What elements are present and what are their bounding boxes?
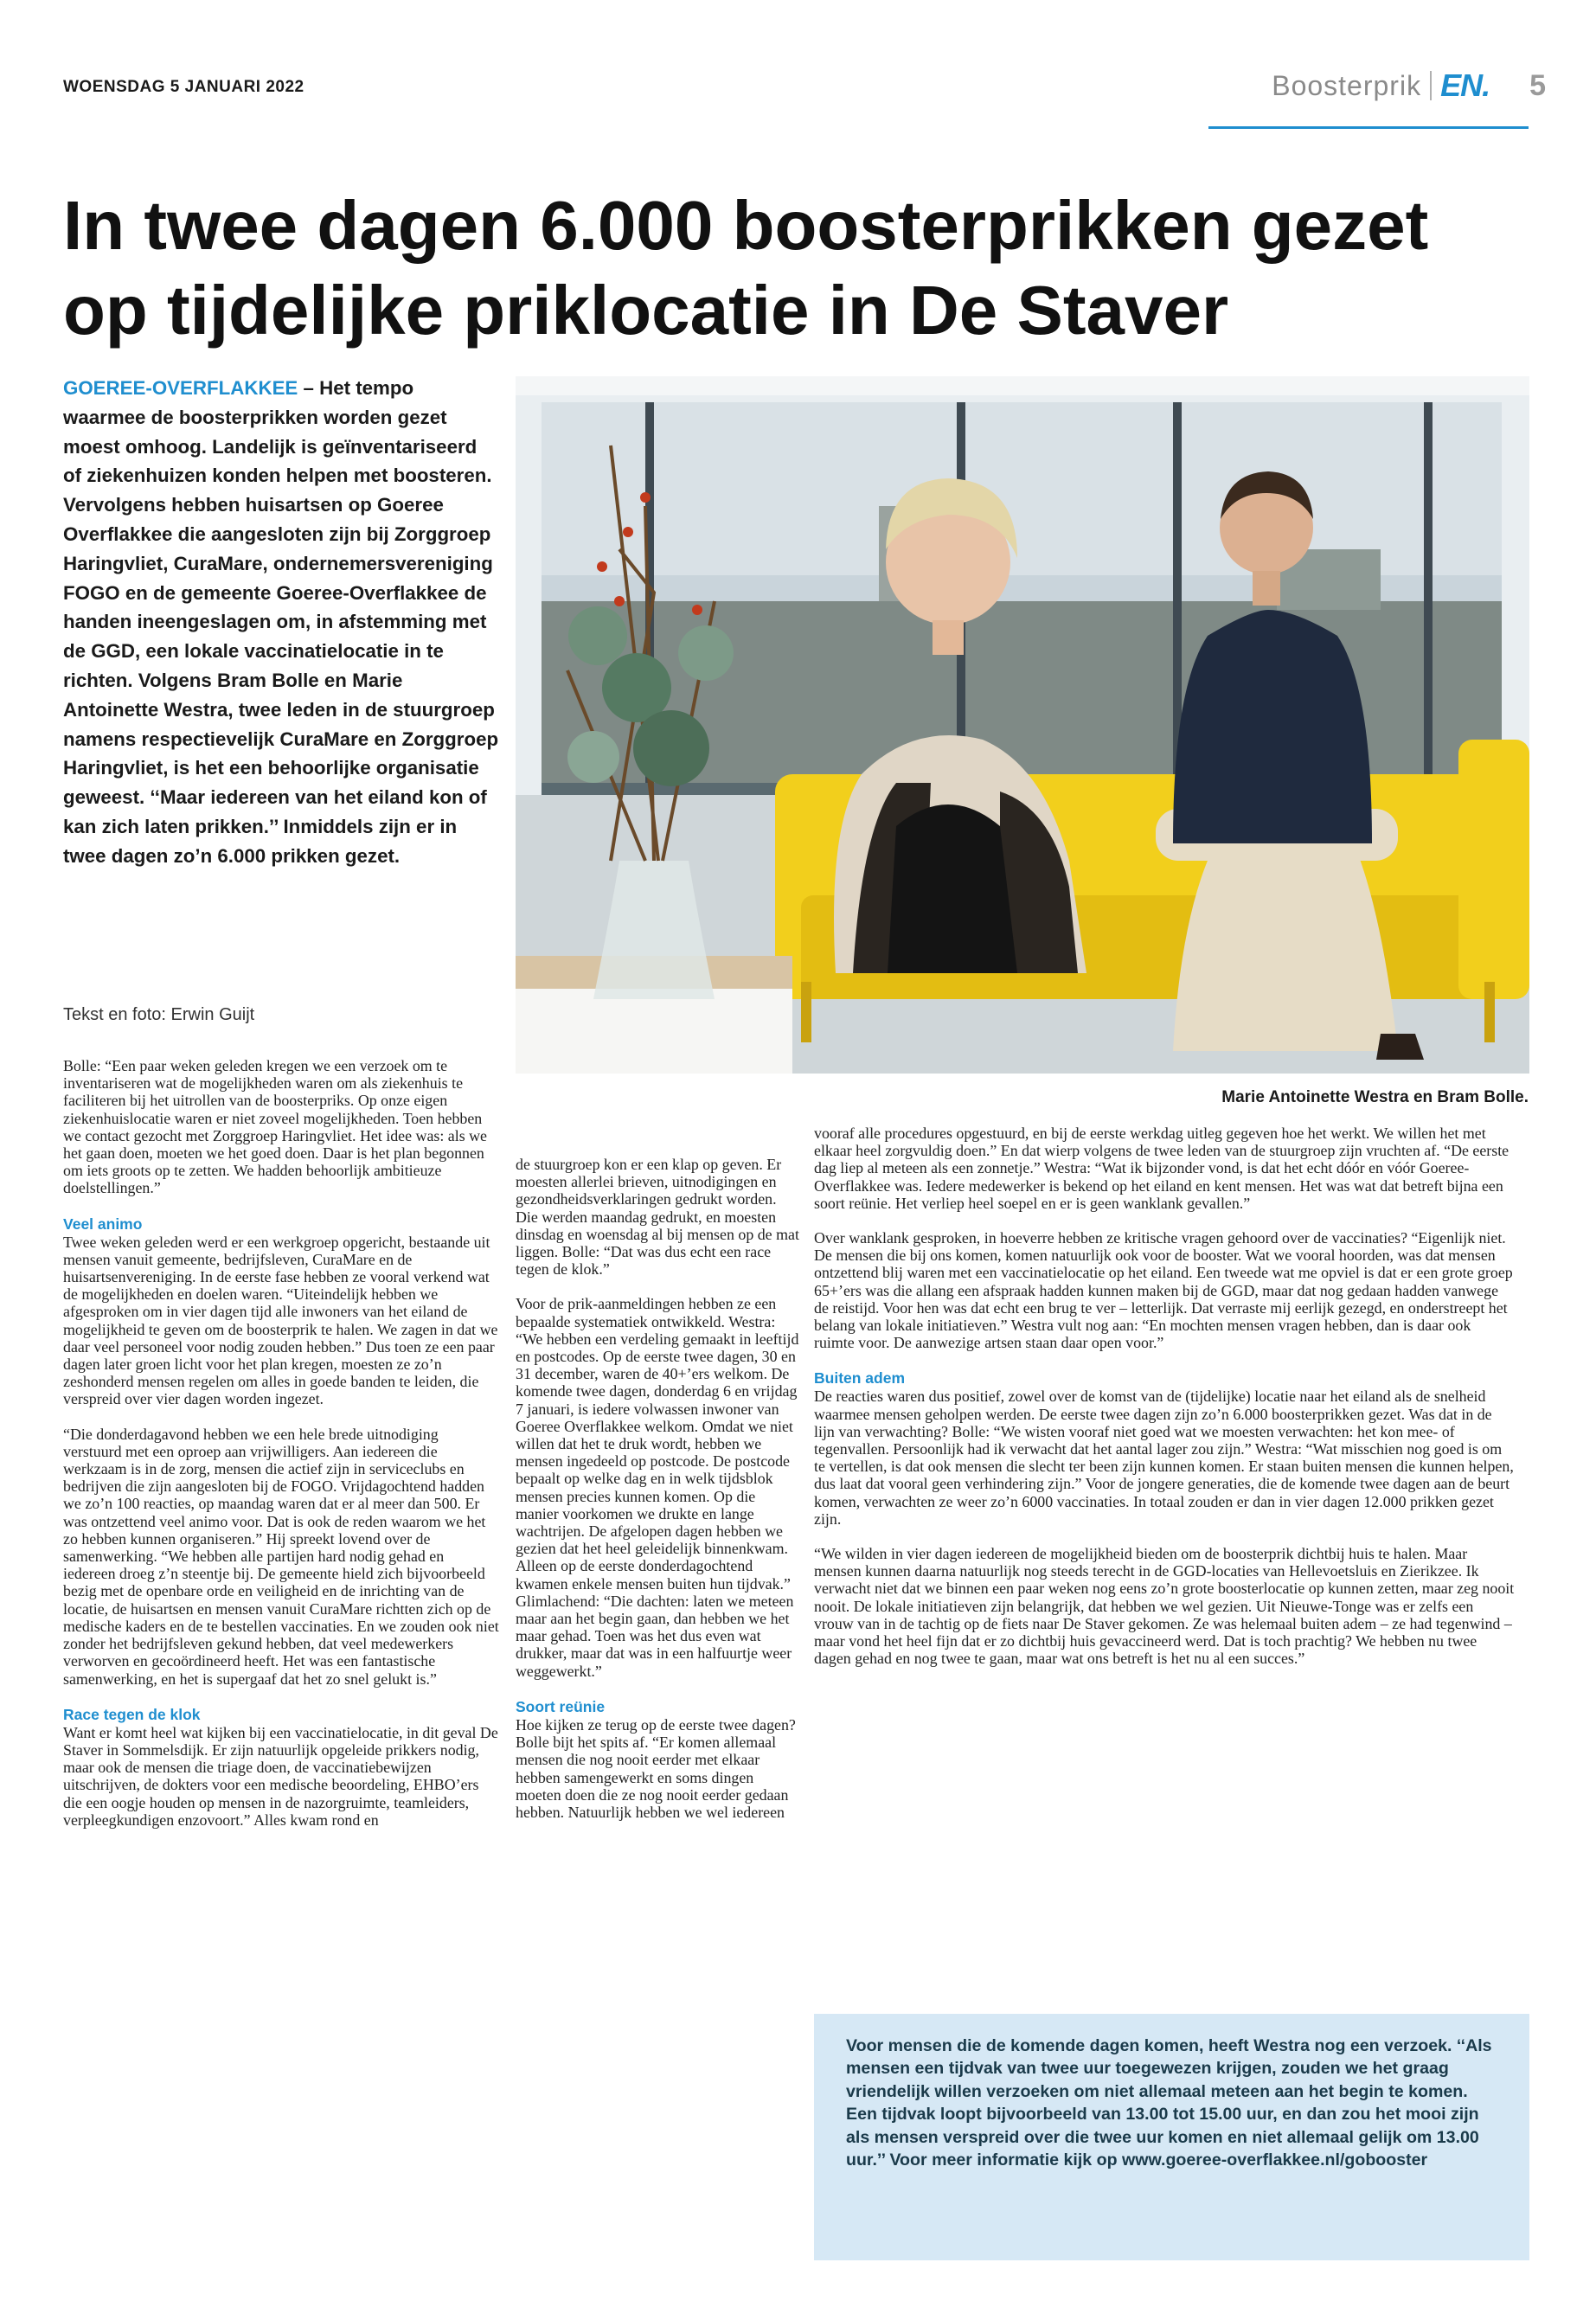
page-number: 5	[1529, 68, 1546, 102]
lead-paragraph	[63, 374, 500, 871]
header-divider	[1430, 71, 1432, 100]
photo-caption: Marie Antoinette Westra en Bram Bolle.	[1221, 1088, 1529, 1106]
header-rule	[1208, 126, 1529, 129]
body-column-3	[814, 1125, 1515, 1684]
info-box-text: Voor mensen die de komende dagen komen, heeft Westra nog een verzoek. ‘‘Als mensen een tijdvak van twee uur toegewezen krijgen, zouden we het graag vriendelijk willen verzoeken om niet allemaal meteen aan het begin te komen. Een tijdvak loopt bijvoorbeeld van 13.00 tot 15.00 uur, en dan zou het mooi zijn als mensen verspreid over die twee uur komen en niet allemaal gelijk om 13.00 uur.’’ Voor meer informatie kijk op www.goeree-overflakkee.nl/gobooster	[846, 2036, 1492, 2170]
headline	[63, 183, 1534, 353]
subheading-buiten-adem: Buiten adem	[814, 1369, 906, 1388]
info-box	[814, 2014, 1529, 2260]
page-header	[1272, 67, 1546, 104]
subheading-veel-animo: Veel animo	[63, 1215, 143, 1233]
body-paragraph: de stuurgroep kon er een klap op geven. Er moesten allerlei brieven, uitnodigingen en gezondheidsverklaringen gedrukt worden. Die werden maandag gedrukt, en moesten dinsdag en woensdag al bij mensen op de mat liggen. Bolle: “Dat was dus echt een race tegen de klok.”	[516, 1156, 799, 1279]
body-paragraph: De reacties waren dus positief, zowel over de komst van de (tijdelijke) locatie naar het eiland als de snelheid waarmee mensen geholpen werden. De eerste twee dagen zijn zo’n 6.000 boosterprikken gezet. Was dat in de lijn van verwachting? Bolle: “We wisten vooraf niet goed wat we moesten verwachten: het kon mee- of tegenvallen. Persoonlijk had ik verwacht dat het aantal lager zou zijn.” Westra: “Wat misschien nog goed is om te vertellen, is dat ook mensen die slecht ter been zijn kunnen komen. Er staan buiten mensen die kunnen helpen, dus laat dat vooral geen verhindering zijn.” Voor de jongere generaties, die de komende twee dagen aan de beurt komen, verwachten ze weer zo’n 6000 vaccinaties. In totaal zouden er dan in vier dagen 12.000 prikken gezet zijn.	[814, 1388, 1514, 1528]
byline: Tekst en foto: Erwin Guijt	[63, 1005, 255, 1024]
headline-line-2: op tijdelijke priklocatie in De Staver	[63, 272, 1229, 349]
headline-line-1: In twee dagen 6.000 boosterprikken gezet	[63, 187, 1429, 264]
body-paragraph: “We wilden in vier dagen iedereen de mogelijkheid bieden om de boosterprik dichtbij huis te halen. Maar mensen kunnen daarna natuurlijk nog steeds terecht in de GGD-locaties van Hellevoetsluis en Zierikzee. Ik verwacht niet dat we binnen een paar weken nog eens zo’n grote boosterlocatie op kunnen zetten, maar zeg nooit nooit. De lokale initiatieven zijn belangrijk, dat hebben we wel gezien. Uit Nieuwe-Tonge was er zelfs een vrouw van in de tachtig op de fiets naar De Staver gekomen. Ze was helemaal buiten adem – ze had tegenwind – maar vond het heel fijn dat er zo dichtbij huis gevaccineerd werd. Dat is toch prachtig? We hebben nu twee dagen gehad en nog twee te gaan, maar wat ons betreft is het nu al een succes.”	[814, 1545, 1515, 1668]
body-paragraph: Over wanklank gesproken, in hoeverre hebben ze kritische vragen gehoord over de vaccinaties? “Eigenlijk niet. De mensen die bij ons komen, komen natuurlijk ook voor de booster. Wat we vooral hoorden, was dat mensen ontzettend blij waren met een vaccinatielocatie op het eiland. Een tweede wat me opviel is dat er een grote groep 65+’ers was die allang een afspraak hadden kunnen maken bij de GGD, maar dat nog gedaan hadden vanwege de reistijd. Voor hen was dat echt een brug te ver – letterlijk. Dat verraste mij eerlijk gezegd, en onderstreept het belang van lokale initiatieven.” Westra vult nog aan: “En mochten mensen vragen hebben, dan is daar ook ruimte voor. De aanwezige artsen staan daar open voor.”	[814, 1229, 1513, 1352]
subheading-race-tegen-de-klok: Race tegen de klok	[63, 1705, 201, 1723]
lead-place: GOEREE-OVERFLAKKEE	[63, 377, 298, 399]
body-paragraph: Hoe kijken ze terug op de eerste twee dagen? Bolle bijt het spits af. “Er komen allemaal mensen die nog nooit eerder met elkaar hebben samengewerkt en soms dingen moeten doen die ze nog nooit eerder gedaan hebben. Natuurlijk hebben we wel iedereen	[516, 1715, 796, 1821]
issue-date: WOENSDAG 5 JANUARI 2022	[63, 78, 304, 96]
body-paragraph: Twee weken geleden werd er een werkgroep opgericht, bestaande uit mensen vanuit gemeente, bedrijfsleven, CuraMare en de huisartsenvereniging. In de eerste fase hebben ze vooral verkend wat de mogelijkheden en doelen waren. “Uiteindelijk hebben we afgesproken om in vier dagen tijd alle inwoners van het eiland de mogelijkheid te geven om de boosterprik te halen. We zagen in dat we daar veel personeel voor nodig zouden hebben.” Dus toen ze een paar dagen later groen licht voor het plan kregen, moesten ze zo’n zeshonderd mensen regelen om alles in goede banden te leiden, die verspreid over vier dagen worden ingezet.	[63, 1233, 498, 1408]
subheading-soort-reunie: Soort reünie	[516, 1697, 606, 1715]
body-column-2	[516, 1156, 801, 1838]
body-paragraph: Voor de prik-aanmeldingen hebben ze een bepaalde systematiek ontwikkeld. Westra: “We hebben een verdeling gemaakt in leeftijd en postcodes. Op de eerste twee dagen, 30 en 31 december, waren de 40+’ers welkom. De komende twee dagen, donderdag 6 en vrijdag 7 januari, is iedere volwassen inwoner van Goeree Overflakkee welkom. Omdat we niet willen dat het te druk wordt, hebben we mensen ingedeeld op postcode. De postcode bepaalt op welke dag en in welk tijdsblok mensen precies kunnen komen. Op die manier voorkomen we drukte en lange wachtrijen. De afgelopen dagen hebben we gezien dat het heel geleidelijk binnenkwam. Alleen op de eerste donderdagochtend kwamen enkele mensen buiten hun tijdvak.” Glimlachend: “Die dachten: laten we meteen maar aan het begin gaan, dan hebben we het maar gehad. Toen was het dus even wat drukker, maar dat was in een halfuurtje weer weggewerkt.”	[516, 1295, 799, 1680]
lead-text: – Het tempo waarmee de boosterprikken worden gezet moest omhoog. Landelijk is geïnventariseerd of ziekenhuizen konden helpen met boosteren. Vervolgens hebben huisartsen op Goeree Overflakkee die aangesloten zijn bij Zorggroep Haringvliet, CuraMare, ondernemersvereniging FOGO en de gemeente Goeree-Overflakkee de handen ineengeslagen om, in afstemming met de GGD, een lokale vaccinatielocatie in te richten. Volgens Bram Bolle en Marie Antoinette Westra, twee leden in de stuurgroep namens respectievelijk CuraMare en Zorggroep Haringvliet, is het een behoorlijke organisatie geweest. ‘‘Maar iedereen van het eiland kon of kan zich laten prikken.’’ Inmiddels zijn er in twee dagen zo’n 6.000 prikken gezet.	[63, 377, 499, 867]
body-paragraph: “Die donderdagavond hebben we een hele brede uitnodiging verstuurd met een oproep aan vrijwilligers. Aan iedereen die werkzaam is in de zorg, mensen die actief zijn in serviceclubs en bedrijven die zijn aangesloten bij de FOGO. Vrijdagochtend hadden we zo’n 100 reacties, op maandag waren dat er al meer dan 500. Er was ontzettend veel animo voor. Dat is ook de reden waarom we het zo hebben kunnen organiseren.” Hij spreekt lovend over de samenwerking. “We hebben alle partijen hard nodig gehad en iedereen droeg z’n steentje bij. De gemeente hield zich bijvoorbeeld bezig met de openbare orde en veiligheid en de inrichting van de locatie, de huisartsen en mensen vanuit CuraMare richtten zich op de medische kaders en de te bestellen vaccinaties. En we zouden ook niet zonder het bedrijfsleven gekund hebben, dat veel medewerkers verworven en gecoördineerd heeft. Het was een fantastische samenwerking, en het is supergaaf dat het zo snel gelukt is.”	[63, 1425, 499, 1688]
body-column-1	[63, 1057, 500, 1846]
body-paragraph: Bolle: “Een paar weken geleden kregen we een verzoek om te inventariseren wat de mogelijkheden waren om als ziekenhuis te faciliteren bij het uitrollen van de boosterpriks. Op onze eigen ziekenhuislocatie waren er niet zoveel mogelijkheden. Toen hebben we contact gezocht met Zorggroep Haringvliet. Het idee was: als we het gaan doen, moeten we het goed doen. Daar is het plan begonnen om iets groots op te zetten. We hadden behoorlijk ambitieuze doelstellingen.”	[63, 1057, 487, 1197]
body-paragraph: Want er komt heel wat kijken bij een vaccinatielocatie, in dit geval De Staver in Sommelsdijk. Er zijn natuurlijk opgeleide prikkers nodig, maar ook de mensen die triage doen, de vaccinatiebewijzen uitschrijven, de dokters voor een medische beoordeling, EHBO’ers die een oogje houden op mensen in de nazorgruimte, teamleiders, verpleegkundigen enzovoort.” Alles kwam rond en	[63, 1723, 498, 1829]
brand-logo: EN.	[1440, 67, 1490, 103]
article-photo	[516, 376, 1529, 1074]
section-name: Boosterprik	[1272, 69, 1422, 101]
body-paragraph: vooraf alle procedures opgestuurd, en bij de eerste werkdag uitleg gegeven hoe het werkt. We willen het met elkaar heel zorgvuldig doen.” En dat wierp volgens de twee leden van de stuurgroep zijn vruchten af. “De eerste dag liep al meteen als een zonnetje.” Westra: “Wat ik bijzonder vond, is dat het echt dóór en vóór Goeree-Overflakkee was. Iedere medewerker is bekend op het eiland en kent mensen. Het was wat dat betreft bijna een soort reünie. Het verliep heel soepel en er is geen wanklank gevallen.”	[814, 1125, 1509, 1212]
